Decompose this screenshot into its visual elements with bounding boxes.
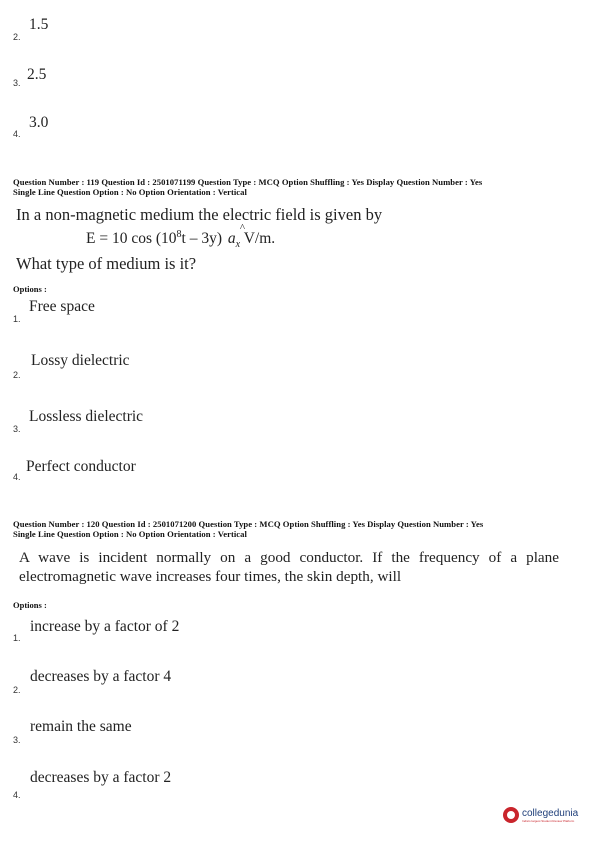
graduation-cap-icon [503, 807, 519, 823]
unit-vector-subscript: x [235, 239, 241, 251]
option-text: increase by a factor of 2 [30, 618, 180, 635]
option-text: Perfect conductor [26, 458, 136, 475]
logo-name: collegedunia [522, 807, 579, 819]
question-119-options-label: Options : [13, 284, 47, 294]
option-text: Lossless dielectric [29, 408, 144, 425]
question-119-equation [86, 222, 276, 251]
question-119-meta [13, 178, 583, 197]
option-number: 4. [13, 472, 21, 482]
option-text: Free space [29, 298, 95, 315]
question-119-stem-line1: In a non-magnetic medium the electric field is given by [16, 205, 383, 224]
option-number: 3. [13, 735, 21, 745]
question-120-stem-line1: A wave is incident normally on a good conductor. If the frequency of a plane [19, 549, 559, 566]
question-119-meta-line1: Question Number : 119 Question Id : 2501071199 Question Type : MCQ Option Shuffling : Yes Display Question Number : Yes [13, 177, 483, 187]
option-text: remain the same [30, 718, 132, 735]
equation-units: V/m. [243, 230, 276, 248]
option-number: 2. [13, 370, 21, 380]
question-120-stem [19, 548, 559, 586]
unit-vector-symbol: a [227, 230, 236, 248]
question-120-meta-line1: Question Number : 120 Question Id : 2501071200 Question Type : MCQ Option Shuffling : Yes Display Question Number : Yes [13, 519, 484, 529]
option-number: 4. [13, 790, 21, 800]
equation-unit-vector [227, 222, 246, 251]
prev-option-3-text: 2.5 [27, 66, 47, 83]
prev-option-2-text: 1.5 [29, 16, 49, 33]
equation-lhs: E = 10 cos (10 [86, 230, 177, 248]
question-120-options-label: Options : [13, 600, 47, 610]
prev-option-4-text: 3.0 [29, 114, 49, 131]
unit-vector-hat: ^ [239, 222, 246, 235]
prev-option-2-number: 2. [13, 32, 21, 42]
question-120-meta-line2: Single Line Question Option : No Option Orientation : Vertical [13, 528, 247, 539]
option-number: 1. [13, 314, 21, 324]
option-text: decreases by a factor 2 [30, 769, 172, 786]
question-119-stem-line3: What type of medium is it? [16, 254, 197, 273]
option-text: Lossy dielectric [31, 352, 130, 369]
collegedunia-logo [503, 807, 578, 823]
logo-tagline: India's largest Student Review Platform [522, 818, 575, 823]
option-number: 2. [13, 685, 21, 695]
prev-option-3-number: 3. [13, 78, 21, 88]
option-text: decreases by a factor 4 [30, 668, 172, 685]
question-120-stem-line2: electromagnetic wave increases four times, the skin depth, will [19, 568, 402, 585]
prev-option-4-number: 4. [13, 129, 21, 139]
option-number: 1. [13, 633, 21, 643]
option-number: 3. [13, 424, 21, 434]
question-119-meta-line2: Single Line Question Option : No Option Orientation : Vertical [13, 186, 247, 197]
equation-rhs: t – 3y) [181, 230, 223, 248]
question-120-meta [13, 520, 583, 539]
equation-exponent: 8 [176, 229, 182, 240]
